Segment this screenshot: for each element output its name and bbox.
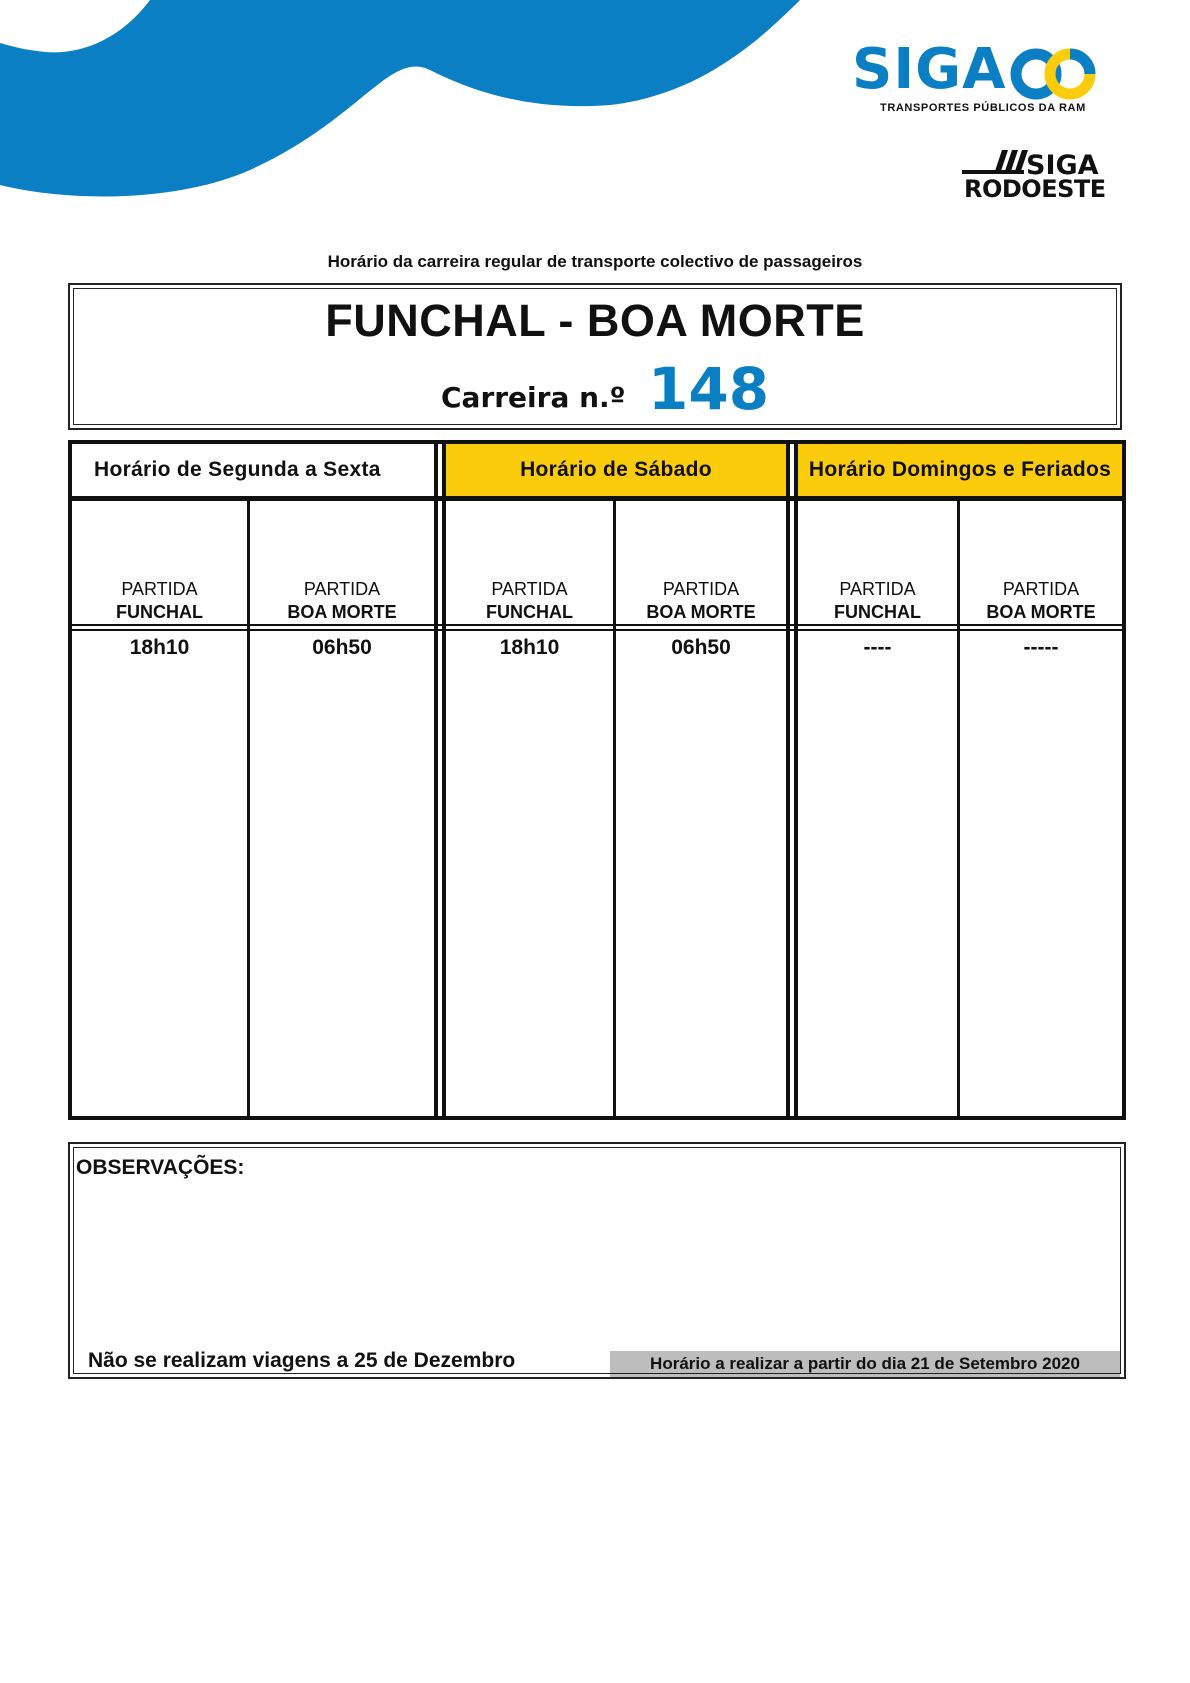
rodoeste-logo — [962, 148, 1106, 204]
column-header-divider — [72, 624, 1122, 626]
column-header-weekdays-boa-morte — [250, 578, 434, 624]
time-cell: ---- — [863, 636, 892, 659]
observations-note: Não se realizam viagens a 25 de Dezembro — [88, 1349, 516, 1372]
column-header-sunday-funchal — [798, 578, 957, 624]
column-header-partida: PARTIDA — [662, 579, 740, 599]
observations-label: OBSERVAÇÕES: — [76, 1156, 245, 1179]
time-cell: 18h10 — [129, 636, 190, 659]
time-cell: ----- — [1023, 636, 1059, 659]
column-header-weekdays-funchal — [72, 578, 247, 624]
column-header-destination: BOA MORTE — [287, 602, 397, 622]
group-divider — [442, 444, 446, 1116]
column-header-destination: FUNCHAL — [486, 602, 573, 622]
route-title-box — [68, 283, 1122, 430]
group-divider — [434, 444, 438, 1116]
siga-logo — [852, 37, 1102, 120]
carreira-label: Carreira n.º — [441, 381, 626, 414]
column-header-partida: PARTIDA — [839, 579, 916, 599]
observations-box — [68, 1142, 1126, 1379]
validity-banner: Horário a realizar a partir do dia 21 de Setembro 2020 — [610, 1351, 1120, 1377]
column-header-partida: PARTIDA — [1002, 579, 1080, 599]
siga-rings-icon — [1008, 46, 1100, 102]
schedule-table — [68, 440, 1126, 1120]
blue-wave-decoration — [0, 0, 820, 200]
siga-logo-tagline: TRANSPORTES PÚBLICOS DA RAM — [880, 102, 1086, 114]
column-header-partida: PARTIDA — [303, 579, 381, 599]
header-divider — [72, 496, 1122, 501]
column-header-destination: BOA MORTE — [646, 602, 756, 622]
column-header-saturday-boa-morte — [616, 578, 786, 624]
rodoeste-logo-bottom: RODOESTE — [964, 175, 1106, 203]
route-title: FUNCHAL - BOA MORTE — [325, 295, 865, 346]
group-header-sundays-holidays: Horário Domingos e Feriados — [798, 444, 1122, 496]
column-header-sunday-boa-morte — [960, 578, 1122, 624]
column-header-destination: BOA MORTE — [986, 602, 1096, 622]
column-header-partida: PARTIDA — [121, 579, 198, 599]
column-header-destination: FUNCHAL — [834, 602, 921, 622]
group-header-saturday: Horário de Sábado — [446, 444, 786, 496]
document-subtitle: Horário da carreira regular de transporte colectivo de passageiros — [327, 252, 863, 271]
group-header-weekdays: Horário de Segunda a Sexta — [94, 458, 381, 481]
group-divider — [794, 444, 798, 1116]
column-header-destination: FUNCHAL — [116, 602, 203, 622]
column-header-divider — [72, 629, 1122, 631]
carreira-number: 148 — [648, 355, 770, 423]
time-cell: 18h10 — [499, 636, 560, 659]
column-header-saturday-funchal — [446, 578, 613, 624]
group-divider — [786, 444, 790, 1116]
rodoeste-logo-top: SIGA — [1026, 150, 1099, 181]
time-cell: 06h50 — [312, 636, 372, 659]
siga-logo-word: SIGA — [852, 37, 1007, 102]
rodoeste-stripes-icon — [962, 148, 1032, 178]
column-header-partida: PARTIDA — [491, 579, 568, 599]
time-cell: 06h50 — [671, 636, 731, 659]
